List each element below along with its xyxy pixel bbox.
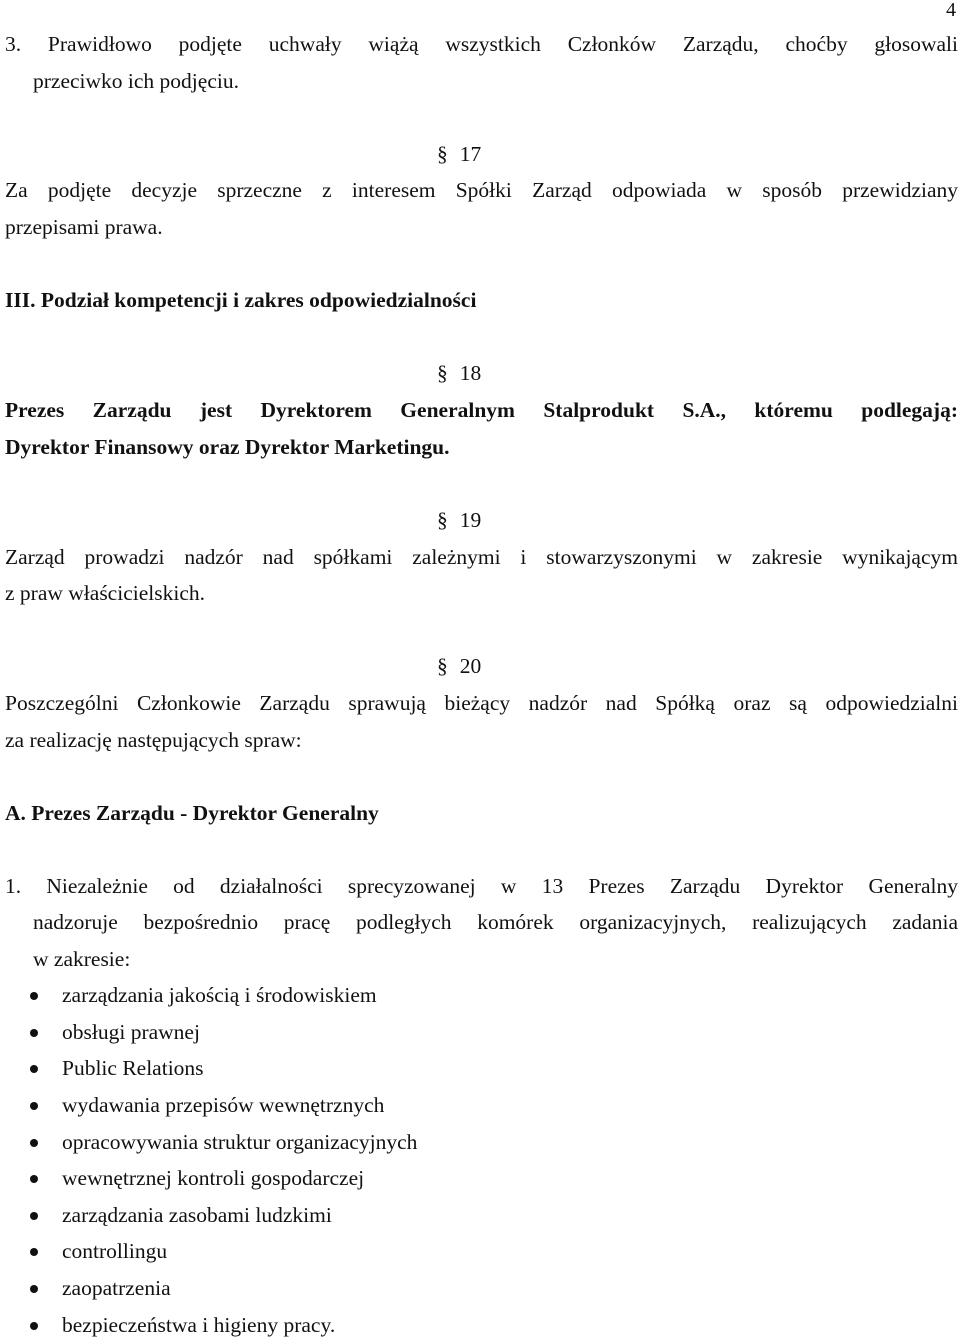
bullet-icon bbox=[30, 1175, 38, 1183]
bullet-icon bbox=[30, 1102, 38, 1110]
section-17-line2: przepisami prawa. bbox=[5, 215, 163, 239]
section-20-line1: Poszczególni Członkowie Zarządu sprawują bieżący nadzór nad Spółką oraz są odpowiedzialni bbox=[5, 693, 958, 715]
point3-line1: 3. Prawidłowo podjęte uchwały wiążą wszystkich Członków Zarządu, choćby głosowali bbox=[5, 34, 958, 56]
section-19-line1: Zarząd prowadzi nadzór nad spółkami zależnymi i stowarzyszonymi w zakresie wynikającym bbox=[5, 547, 958, 569]
section-18-line2: Dyrektor Finansowy oraz Dyrektor Marketingu. bbox=[5, 435, 450, 459]
section-18-heading: § 18 bbox=[437, 361, 482, 385]
bullet-icon bbox=[30, 992, 38, 1000]
section-20-line2: za realizację następujących spraw: bbox=[5, 728, 302, 752]
bullet-icon bbox=[30, 1285, 38, 1293]
section-18-line1: Prezes Zarządu jest Dyrektorem Generalnym Stalprodukt S.A., któremu podlegają: bbox=[5, 400, 958, 422]
bullet-icon bbox=[30, 1322, 38, 1330]
section-19-heading: § 19 bbox=[437, 508, 482, 532]
subsection-a-title: A. Prezes Zarządu - Dyrektor Generalny bbox=[5, 801, 379, 825]
section-20-heading: § 20 bbox=[437, 654, 482, 678]
section-17-heading: § 17 bbox=[437, 142, 482, 166]
item1-line3: w zakresie: bbox=[33, 947, 131, 971]
section-17-line1: Za podjęte decyzje sprzeczne z interesem Spółki Zarząd odpowiada w sposób przewidziany bbox=[5, 180, 958, 202]
bullet-icon bbox=[30, 1139, 38, 1147]
bullet-icon bbox=[30, 1212, 38, 1220]
section-sign-icon: § bbox=[437, 142, 448, 166]
section-sign-icon: § bbox=[437, 508, 448, 532]
section-sign-icon: § bbox=[437, 361, 448, 385]
chapter-3-title: III. Podział kompetencji i zakres odpowiedzialności bbox=[5, 288, 477, 312]
bullet-icon bbox=[30, 1029, 38, 1037]
bullet-icon bbox=[30, 1065, 38, 1073]
section-19-line2: z praw właścicielskich. bbox=[5, 581, 205, 605]
bullet-icon bbox=[30, 1248, 38, 1256]
item1-line2: nadzoruje bezpośrednio pracę podległych komórek organizacyjnych, realizujących zadania bbox=[33, 912, 958, 934]
section-sign-icon: § bbox=[437, 654, 448, 678]
page-number: 4 bbox=[946, 0, 956, 21]
item1-line1: 1. Niezależnie od działalności sprecyzowanej w 13 Prezes Zarządu Dyrektor Generalny bbox=[5, 876, 958, 898]
point3-line2: przeciwko ich podjęciu. bbox=[33, 69, 239, 93]
